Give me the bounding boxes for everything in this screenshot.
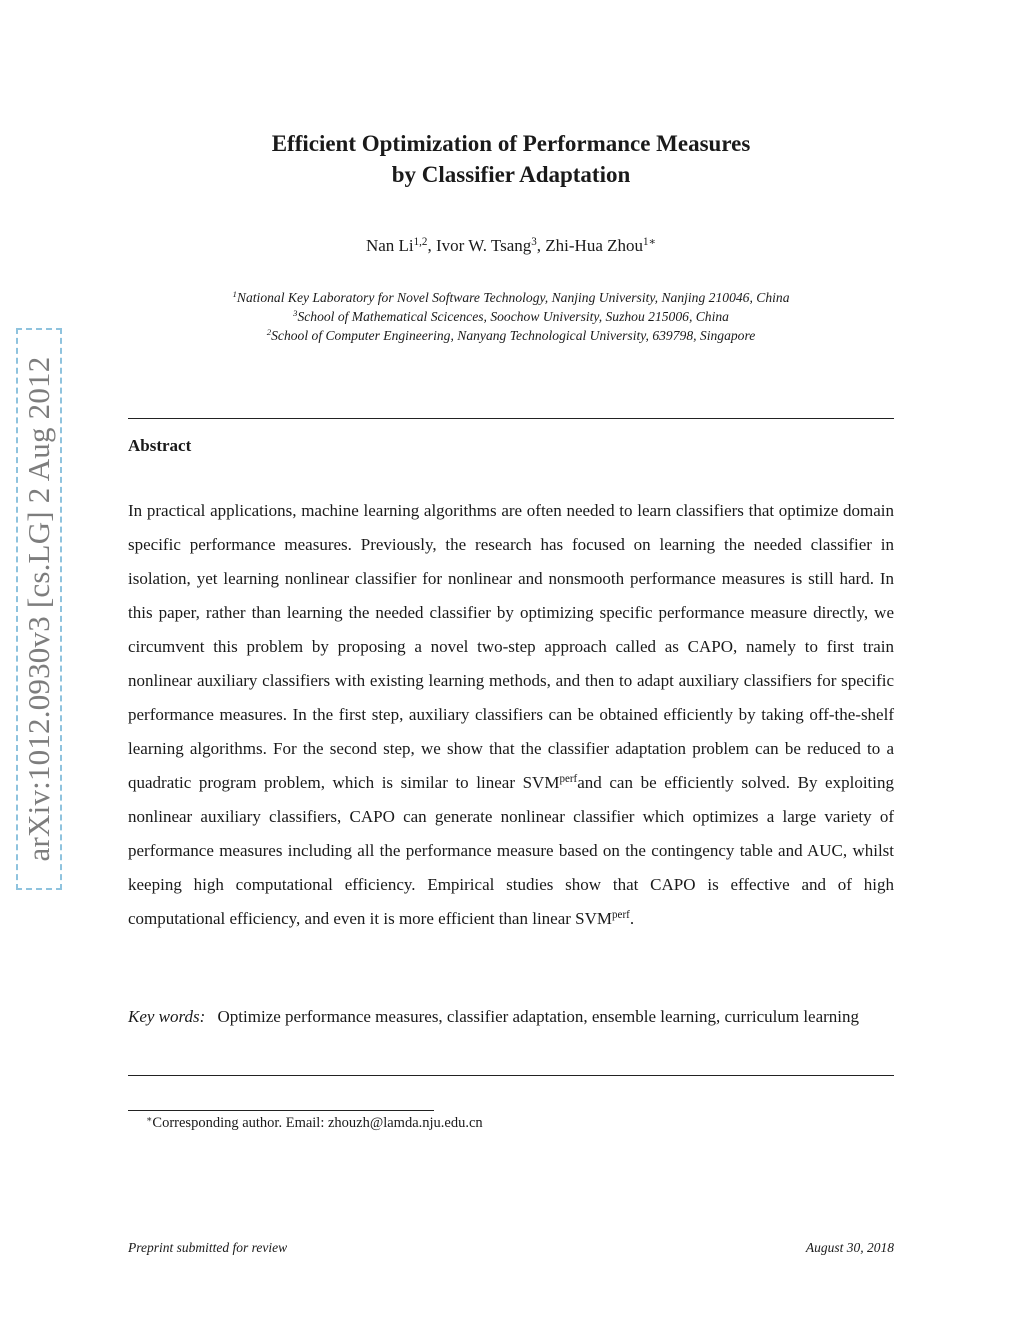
author-affil-mark: 1,2 [413,235,428,248]
svm-perf-superscript: perf [612,908,630,921]
affiliation-mark: 1 [232,289,237,300]
abstract-heading: Abstract [128,436,192,455]
abstract-text-part: In practical applications, machine learning algorithms are often needed to learn classifiers that optimize domain specific performance measures. Previously, the research has focused on learning the needed classifier in isolation, yet learning nonlinear classifier for nonlinear and nonsmooth performance measures is still hard. In this paper, rather than learning the needed classifier by optimizing specific performance measure directly, we circumvent this problem by proposing a novel two-step approach called as CAPO, namely to first train nonlinear auxiliary classifiers with existing learning methods, and then to adapt auxiliary classifiers for specific performance measures. In the first step, auxiliary classifiers can be obtained efficiently by taking off-the-shelf learning algorithms. For the second step, we show that the classifier adaptation problem can be reduced to a quadratic program problem, which is similar to linear SVM [128,501,894,792]
footer-date: August 30, 2018 [805,1240,894,1255]
keywords [128,1000,894,1034]
author-name: Zhi-Hua Zhou [545,236,644,255]
title-line-2: by Classifier Adaptation [391,162,631,187]
abstract-text-part: . [629,909,635,928]
paper-title [128,128,894,190]
abstract-body [128,494,894,936]
footnote-text: Corresponding author. Email: zhouzh@lamda.nju.edu.cn [152,1115,483,1131]
affiliation-text: National Key Laboratory for Novel Software Technology, Nanjing University, Nanjing 210046, China [236,290,790,305]
footnote-rule [128,1110,434,1111]
svm-perf-superscript: perf [559,772,578,785]
affiliation-mark: 3 [293,308,298,319]
affiliation-line [128,326,894,345]
abstract-bottom-rule [128,1075,894,1076]
author-name: Nan Li [365,236,414,255]
corresponding-author-footnote [146,1115,483,1132]
author-affil-mark: 1∗ [643,235,657,248]
author-separator: , [536,236,546,255]
affiliation-line [128,307,894,326]
arxiv-sidebar-stamp [16,328,62,890]
author-affil-mark: 3 [531,235,537,248]
affiliation-mark: 2 [266,327,272,338]
abstract-top-rule [128,418,894,419]
author-list [128,236,894,256]
title-line-1: Efficient Optimization of Performance Measures [271,131,751,156]
abstract-text-part: and can be efficiently solved. By exploiting nonlinear auxiliary classifiers, CAPO can generate nonlinear classifier which optimizes a large variety of performance measures including all the performance measure based on the contingency table and AUC, whilst keeping high computational efficiency. Empirical studies show that CAPO is effective and of high computational efficiency, and even it is more efficient than linear SVM [128,773,894,928]
footer-preprint-note: Preprint submitted for review [128,1240,288,1255]
arxiv-identifier: arXiv:1012.0930v3 [cs.LG] 2 Aug 2012 [21,356,56,862]
affiliation-text: School of Computer Engineering, Nanyang Technological University, 639798, Singapore [271,328,756,343]
author-separator: , [427,236,436,255]
affiliations [128,288,894,345]
footnote-mark: ∗ [146,1114,153,1125]
keywords-label: Key words: [128,1007,206,1026]
keywords-text: Optimize performance measures, classifier adaptation, ensemble learning, curriculum learning [217,1007,860,1026]
affiliation-text: School of Mathematical Scicences, Soochow University, Suzhou 215006, China [297,309,729,324]
affiliation-line [128,288,894,307]
author-name: Ivor W. Tsang [435,236,532,255]
